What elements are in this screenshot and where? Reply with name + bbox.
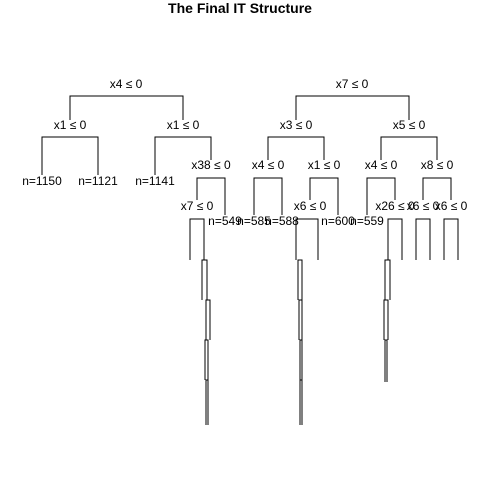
tree-edges xyxy=(42,96,458,425)
split-l-a: x1 ≤ 0 xyxy=(53,118,87,132)
split-r-a: x3 ≤ 0 xyxy=(279,118,313,132)
split-r-b-r-l: x6 ≤ 0 xyxy=(406,199,440,213)
split-r-b-r: x8 ≤ 0 xyxy=(420,158,454,172)
leaf-r-a-l-l: n=585 xyxy=(237,214,271,228)
split-r-b-r-r: x6 ≤ 0 xyxy=(434,199,468,213)
split-r-b-l-r: x26 ≤ 0 xyxy=(375,199,415,213)
split-r-a-l: x4 ≤ 0 xyxy=(251,158,285,172)
split-labels xyxy=(54,77,468,213)
leaf-l-b-r-r: n=549 xyxy=(208,214,242,228)
leaf-r-b-l-l: n=559 xyxy=(350,214,384,228)
diagram-title: The Final IT Structure xyxy=(168,0,312,16)
split-r-a-r-l: x6 ≤ 0 xyxy=(293,199,327,213)
split-l-b-r: x38 ≤ 0 xyxy=(191,158,231,172)
leaf-r-a-l-r: n=588 xyxy=(265,214,299,228)
leaf-r-a-r-r: n=600 xyxy=(321,214,355,228)
split-r-b-l: x4 ≤ 0 xyxy=(364,158,398,172)
split-r-a-r: x1 ≤ 0 xyxy=(307,158,341,172)
split-l-b: x1 ≤ 0 xyxy=(166,118,200,132)
split-right-root: x7 ≤ 0 xyxy=(335,77,369,91)
leaf-l-b-l: n=1141 xyxy=(135,174,175,188)
leaf-l-a-l: n=1150 xyxy=(22,174,62,188)
split-root: x4 ≤ 0 xyxy=(109,77,143,91)
split-r-b: x5 ≤ 0 xyxy=(392,118,426,132)
leaf-l-a-r: n=1121 xyxy=(78,174,118,188)
split-l-b-r-l: x7 ≤ 0 xyxy=(180,199,214,213)
